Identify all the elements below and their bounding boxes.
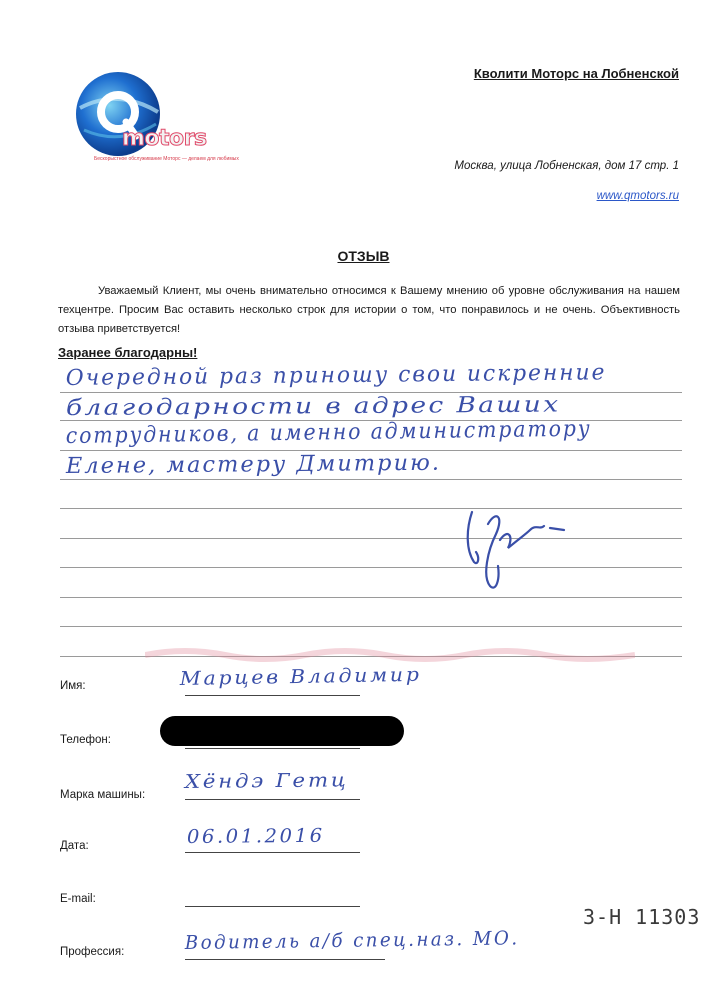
review-text-line-2: благодарности в адрес Ваших (65, 392, 561, 421)
ruled-line (60, 597, 682, 598)
intro-text: Уважаемый Клиент, мы очень внимательно относимся к Вашему мнению об уровне обслуживания на нашем техцентре. Просим Вас оставить несколько строк для истории о том, что понравилось и не очень. Объективность отзыва приветствуется! (58, 285, 680, 335)
review-text-line-1: Очередной раз приношу свои искренние (65, 360, 607, 391)
review-text-line-4: Елене, мастеру Дмитрию. (65, 450, 442, 479)
ruled-line (60, 626, 682, 627)
signature-image (460, 500, 570, 595)
date-label: Дата: (60, 840, 89, 852)
company-name: Кволити Моторс на Лобненской (473, 66, 679, 81)
logo-slogan: Бескорыстное обслуживание Моторс — делаем для любимых (94, 156, 239, 162)
car-value: Хёндэ Гетц (184, 769, 349, 793)
date-field-line (185, 852, 360, 853)
car-label: Марка машины: (60, 789, 146, 801)
page-title: ОТЗЫВ (337, 248, 390, 264)
ruled-line (60, 508, 682, 509)
email-label: E-mail: (60, 893, 96, 905)
qmotors-logo (70, 68, 270, 164)
phone-label: Телефон: (60, 734, 111, 746)
ruled-line (60, 479, 682, 480)
logo-wordmark: motors (122, 126, 207, 151)
name-value: Марцев Владимир (179, 663, 422, 690)
date-value: 06.01.2016 (186, 824, 325, 848)
review-text-line-3: сотрудников, а именно администратору (65, 416, 592, 449)
watermark-stamp-strip (145, 645, 635, 665)
ruled-line (60, 567, 682, 568)
name-label: Имя: (60, 680, 86, 692)
phone-field-line (185, 748, 360, 749)
redacted-phone (160, 716, 404, 746)
thanks-heading: Заранее благодарны! (58, 345, 198, 360)
ruled-line (60, 538, 682, 539)
profession-label: Профессия: (60, 946, 125, 958)
company-address: Москва, улица Лобненская, дом 17 стр. 1 (454, 160, 679, 172)
name-field-line (185, 695, 360, 696)
email-field-line (185, 906, 360, 907)
profession-value: Водитель а/б спец.наз. МО. (184, 927, 520, 954)
car-field-line (185, 799, 360, 800)
profession-field-line (185, 959, 385, 960)
company-website-link[interactable]: www.qmotors.ru (596, 190, 679, 202)
ruled-line (60, 392, 682, 393)
registration-number: 3-Н 11303 (583, 905, 701, 929)
